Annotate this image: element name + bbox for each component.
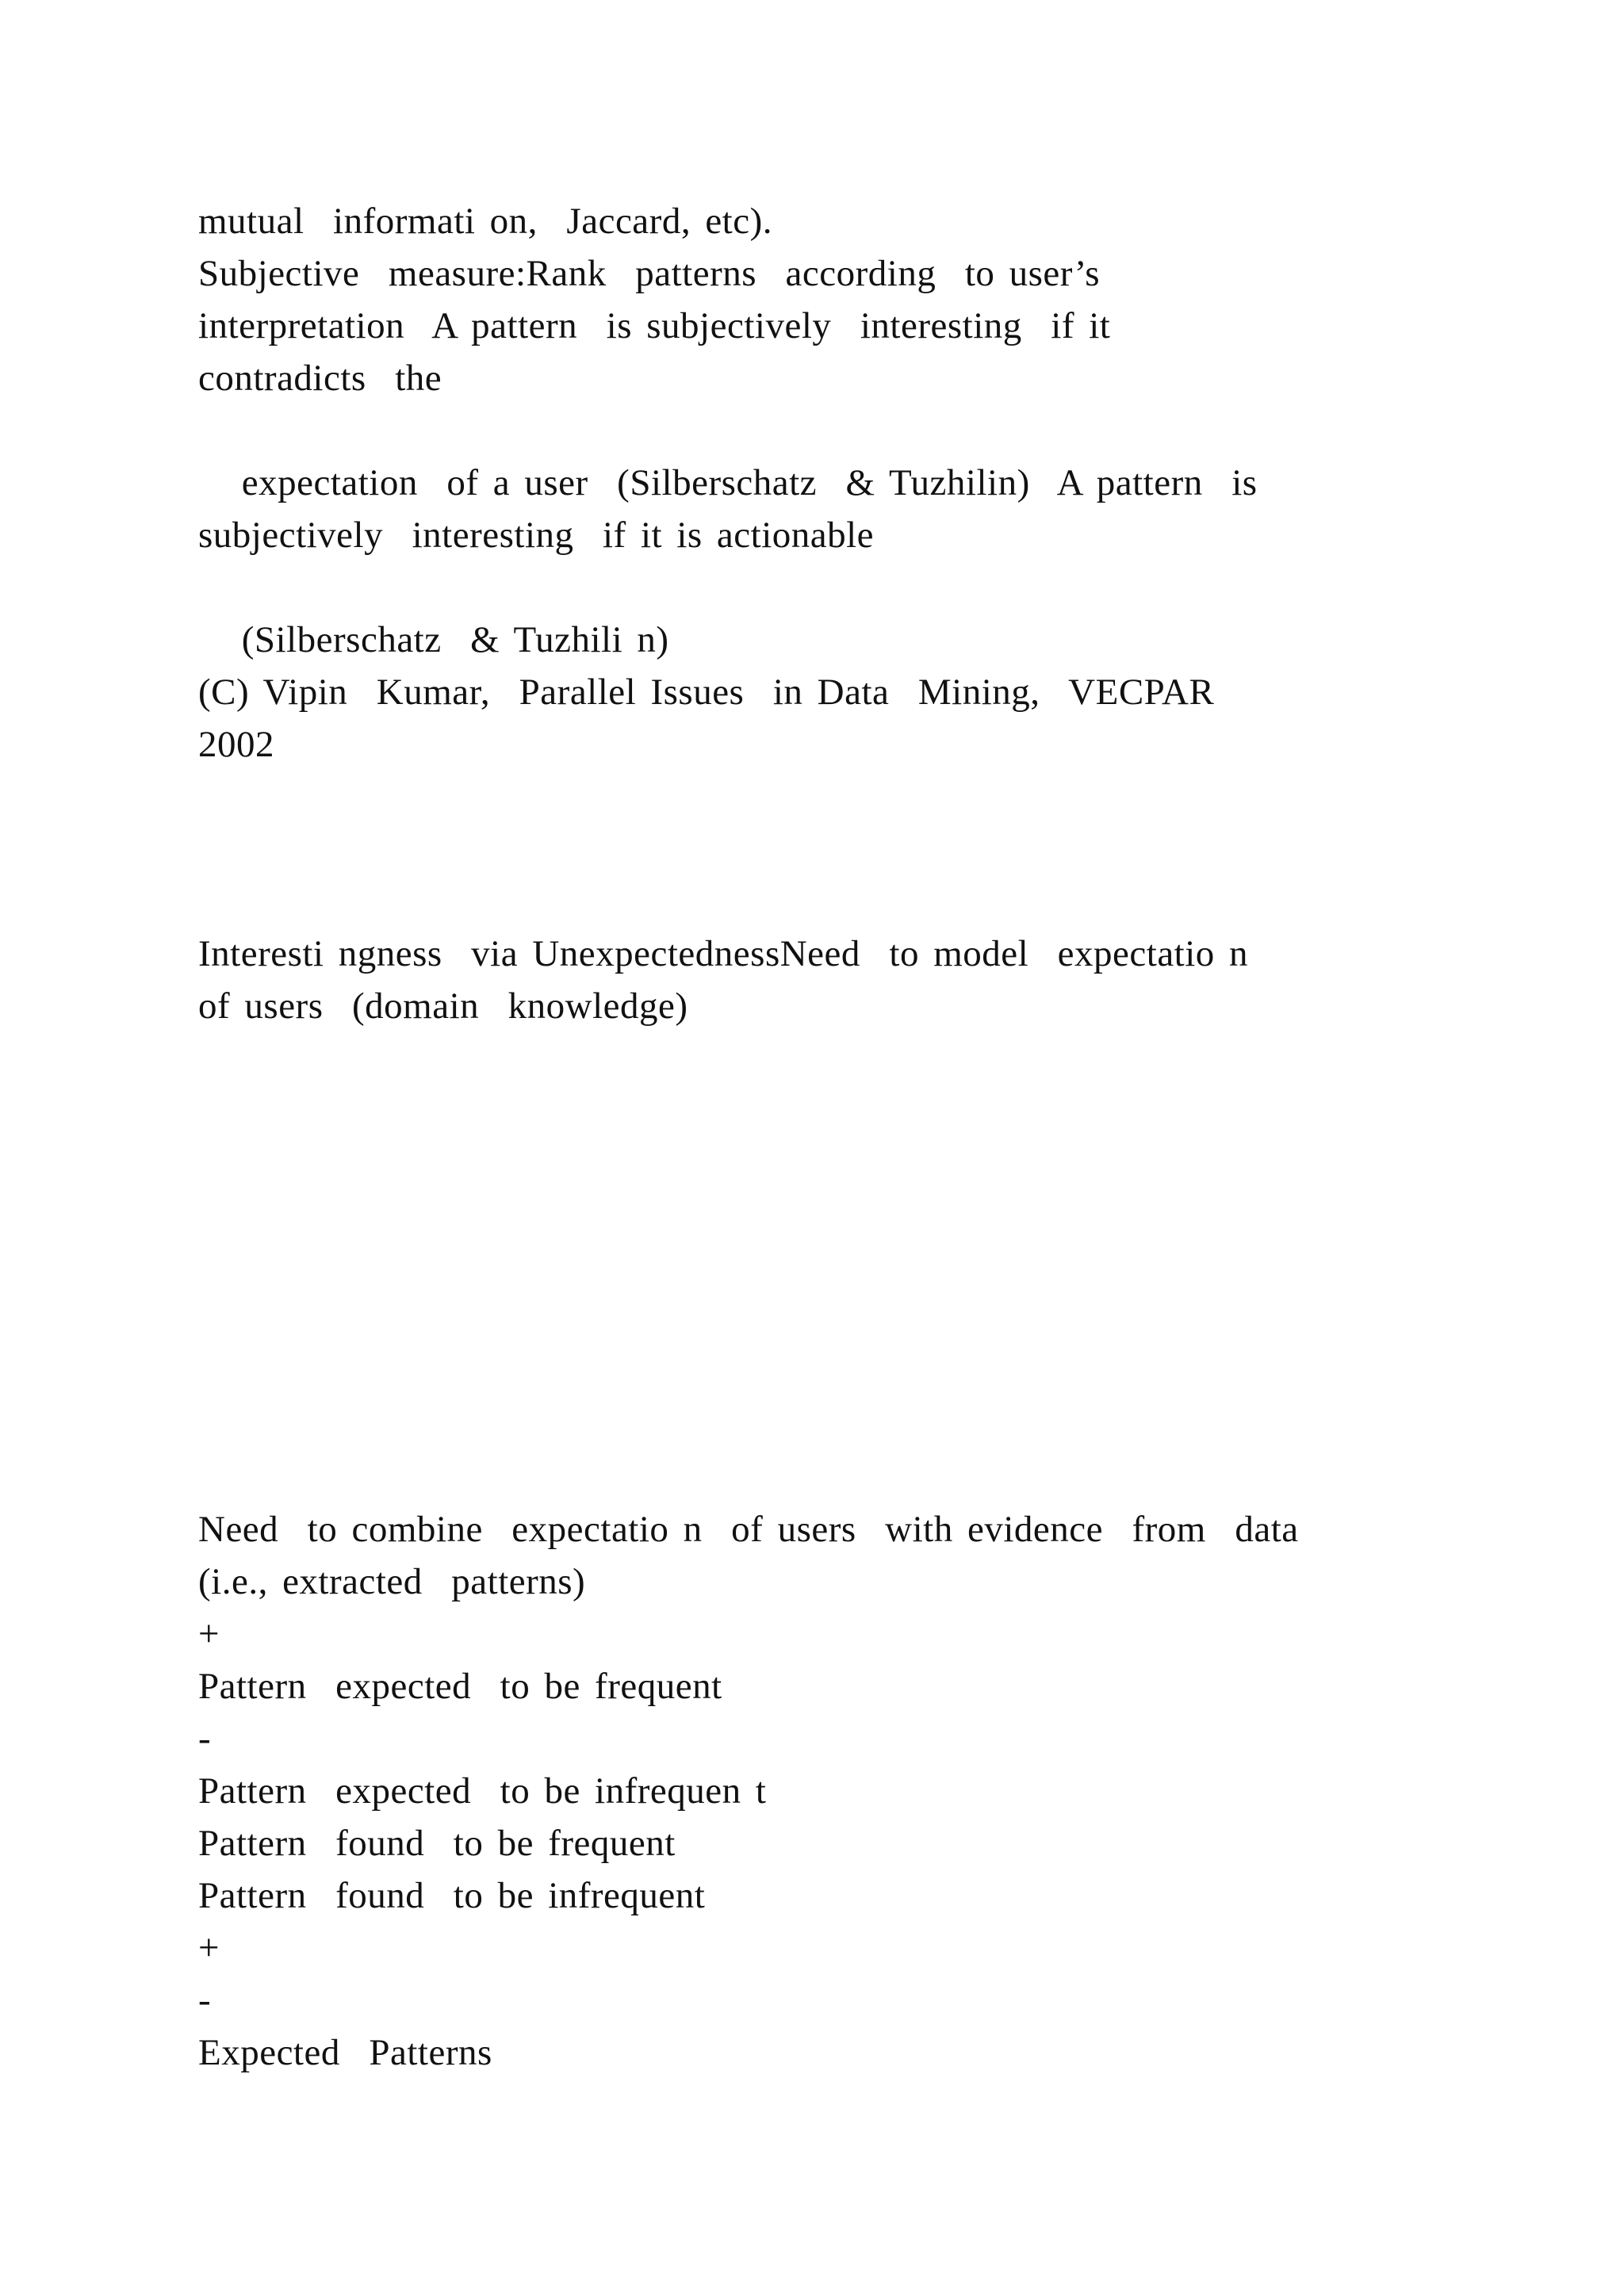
text-line: Pattern expected to be frequent: [198, 1666, 722, 1707]
text-line: Interesti ngness via UnexpectednessNeed to model expectatio n: [198, 933, 1249, 974]
text-line: mutual informati on, Jaccard, etc).: [198, 201, 772, 242]
text-line: (C) Vipin Kumar, Parallel Issues in Data Mining, VECPAR: [198, 672, 1215, 713]
text-line: +: [198, 1613, 220, 1655]
text-line: interpretation A pattern is subjectively interesting if it: [198, 305, 1111, 346]
text-line: Pattern found to be frequent: [198, 1823, 676, 1864]
text-line: 2002: [198, 724, 274, 765]
text-line: Expected Patterns: [198, 2032, 492, 2073]
text-line: Subjective measure:Rank patterns according to user’s: [198, 253, 1101, 294]
text-line: (Silberschatz & Tuzhili n): [198, 619, 669, 660]
text-line: contradicts the: [198, 358, 442, 399]
text-line: (i.e., extracted patterns): [198, 1561, 586, 1602]
text-line: subjectively interesting if it is actionable: [198, 515, 875, 556]
text-line: -: [198, 1718, 212, 1759]
text-line: Pattern found to be infrequent: [198, 1875, 706, 1916]
text-line: Pattern expected to be infrequen t: [198, 1770, 767, 1812]
text-line: +: [198, 1927, 220, 1969]
text-line: -: [198, 1980, 212, 2021]
text-line: of users (domain knowledge): [198, 985, 688, 1027]
text-line: expectation of a user (Silberschatz & Tuzhilin) A pattern is: [198, 462, 1258, 503]
text-line: Need to combine expectatio n of users with evidence from data: [198, 1509, 1299, 1550]
